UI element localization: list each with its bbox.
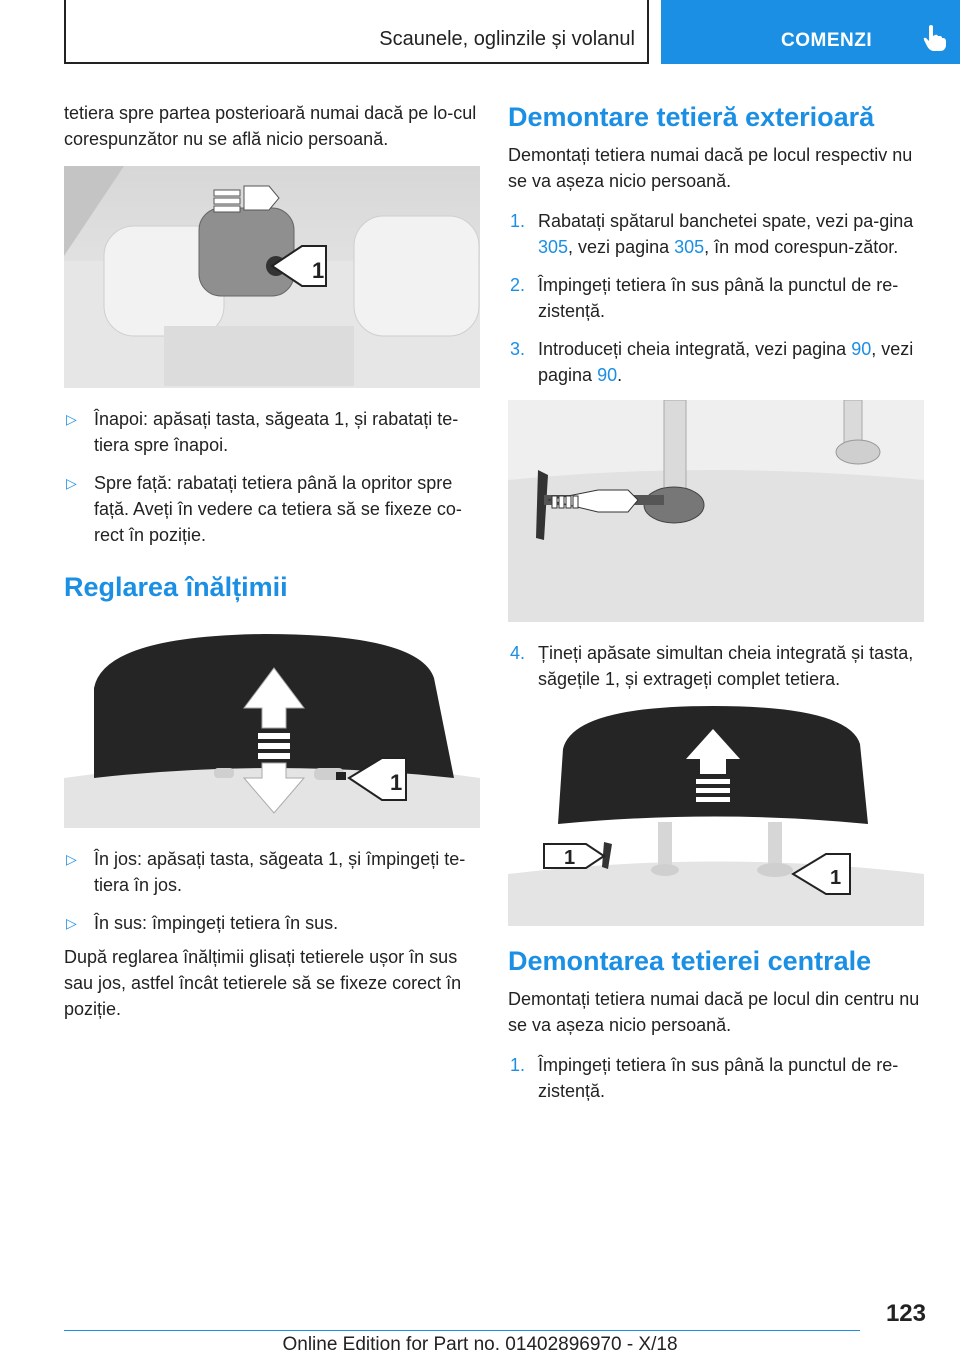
list-item: ▷ În jos: apăsați tasta, săgeata 1, și împingeți te-tiera în jos. — [64, 846, 482, 898]
page-link-305[interactable]: 305 — [674, 237, 705, 257]
list-item: ▷ Spre față: rabatați tetiera până la opritor spre față. Aveți în vedere ca tetiera să se fixeze co-rect în poziție. — [64, 470, 482, 548]
footer-divider — [64, 1330, 860, 1331]
remove-center-steps — [508, 1052, 924, 1104]
page-link-90[interactable]: 90 — [597, 365, 618, 385]
list-item: 4. Țineți apăsate simultan cheia integrată și tasta, săgețile 1, și extrageți complet tetiera. — [510, 643, 914, 689]
remove-outer-intro: Demontați tetiera numai dacă pe locul respectiv nu se va așeza nicio persoană. — [508, 145, 913, 191]
header-section-title: Scaunele, oglinzile și volanul — [379, 28, 635, 50]
footer-edition: Online Edition for Part no. 01402896970 - X/18 — [282, 1334, 678, 1355]
left-intro-text: tetiera spre partea posterioară numai dacă pe lo-cul corespunzător nu se află nicio persoană. — [64, 103, 477, 149]
list-item: ▷ Înapoi: apăsați tasta, săgeata 1, și rabatați te-tiera spre înapoi. — [64, 406, 482, 458]
integrated-key-figure — [508, 400, 924, 622]
tilt-instructions — [64, 406, 482, 548]
figure-label-1: 1 — [312, 258, 325, 283]
remove-center-intro: Demontați tetiera numai dacă pe locul din centru nu se va așeza nicio persoană. — [508, 989, 920, 1035]
header-tab-label: COMENZI — [781, 30, 873, 51]
list-item: 1. Împingeți tetiera în sus până la punctul de re-zistență. — [510, 1055, 899, 1101]
headrest-removal-figure — [508, 704, 924, 926]
list-item: 3. Introduceți cheia integrată, vezi pagina 90, vezi pagina 90. — [510, 339, 914, 385]
figure-label-1-right: 1 — [830, 867, 842, 889]
triangle-bullet-icon: ▷ — [66, 475, 77, 491]
headrest-height-figure — [64, 628, 480, 828]
header-tab-comenzi[interactable] — [661, 0, 960, 64]
figure-label-1-left: 1 — [564, 847, 576, 869]
remove-outer-step-4 — [508, 640, 924, 692]
remove-outer-steps — [508, 208, 924, 388]
figure-label-1: 1 — [390, 770, 403, 795]
left-outro-text: După reglarea înălțimii glisați tetierele ușor în sus sau jos, astfel încât tetierele să se fixeze corect în poziție. — [64, 947, 462, 1019]
height-instructions — [64, 846, 482, 936]
page-link-305[interactable]: 305 — [538, 237, 569, 257]
page-link-90[interactable]: 90 — [851, 339, 872, 359]
heading-remove-center: Demontarea tetierei centrale — [508, 946, 872, 976]
headrest-tilt-figure — [64, 166, 480, 388]
triangle-bullet-icon: ▷ — [66, 915, 77, 931]
hand-pointer-icon — [923, 24, 947, 52]
header-section-box — [64, 0, 649, 64]
triangle-bullet-icon: ▷ — [66, 411, 77, 427]
left-column — [64, 100, 482, 1036]
right-column — [508, 100, 924, 1116]
list-item: ▷ În sus: împingeți tetiera în sus. — [64, 910, 482, 936]
list-item: 2. Împingeți tetiera în sus până la punctul de re-zistență. — [510, 275, 899, 321]
page-number: 123 — [885, 1300, 926, 1327]
heading-height-adjust: Reglarea înălțimii — [64, 572, 288, 602]
list-item: 1. Rabatați spătarul banchetei spate, vezi pa-gina 305, vezi pagina 305, în mod corespun-zător. — [510, 211, 914, 257]
heading-remove-outer: Demontare tetieră exterioară — [508, 102, 875, 132]
triangle-bullet-icon: ▷ — [66, 851, 77, 867]
